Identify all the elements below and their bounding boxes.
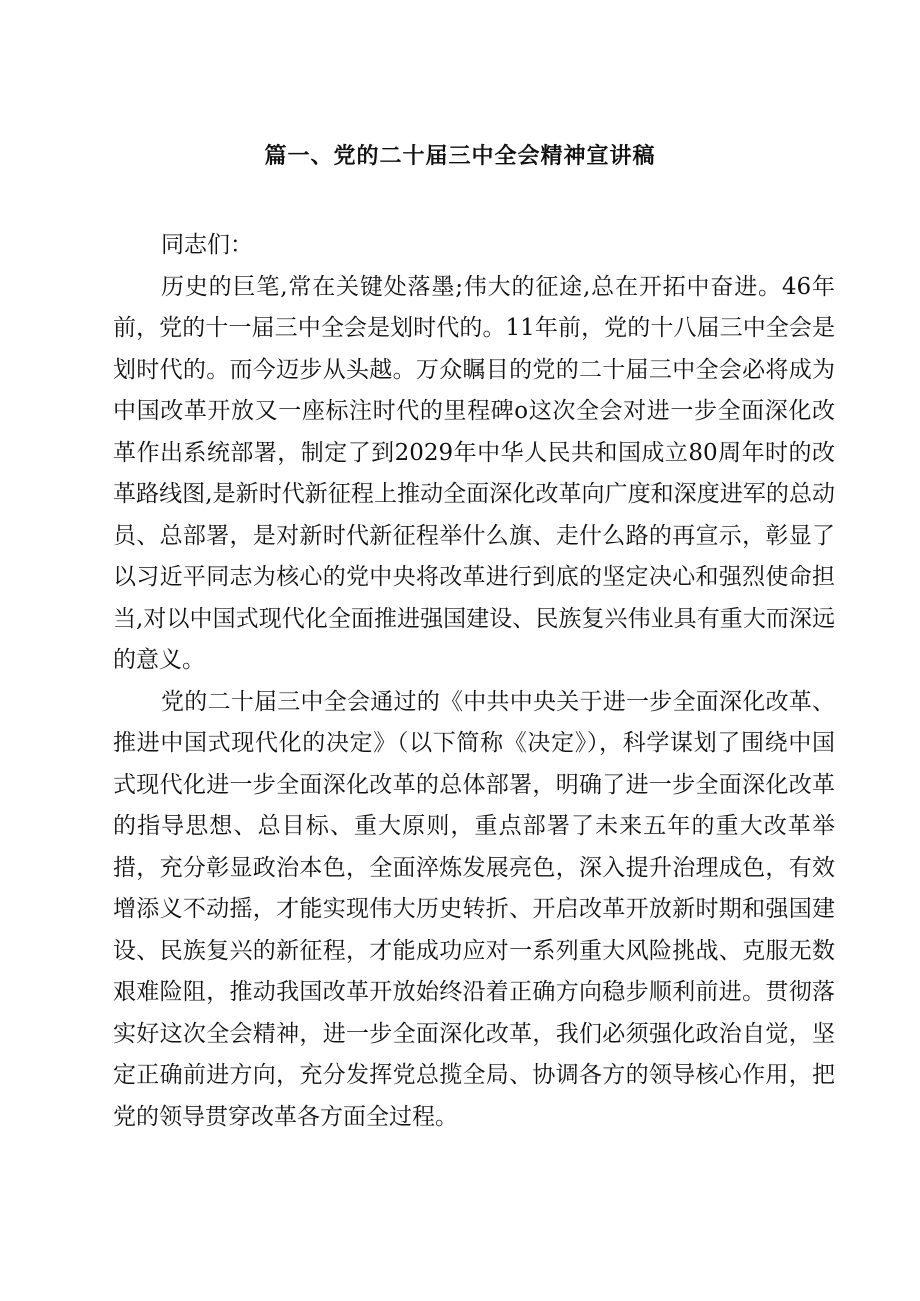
document-title: 篇一、党的二十届三中全会精神宣讲稿	[264, 143, 656, 169]
document-body	[113, 225, 835, 1138]
paragraph-1: 历史的巨笔,常在关键处落墨;伟大的征途,总在开拓中奋进。46年前，党的十一届三中全会是划时代的。11年前，党的十八届三中全会是划时代的。而今迈步从头越。万众瞩目的党的二十届三中全会必将成为中国改革开放又一座标注时代的里程碑o这次全会对进一步全面深化改革作出系统部署，制定了到2029年中华人民共和国成立80周年时的改革路线图,是新时代新征程上推动全面深化改革向广度和深度进军的总动员、总部署，是对新时代新征程举什么旗、走什么路的再宣示，彰显了以习近平同志为核心的党中央将改革进行到底的坚定决心和强烈使命担当,对以中国式现代化全面推进强国建设、民族复兴伟业具有重大而深远的意义。	[113, 273, 835, 673]
salutation: 同志们：	[161, 232, 253, 258]
paragraph-2: 党的二十届三中全会通过的《中共中央关于进一步全面深化改革、推进中国式现代化的决定》（以下简称《决定》），科学谋划了围绕中国式现代化进一步全面深化改革的总体部署，明确了进一步全面深化改革的指导思想、总目标、重大原则，重点部署了未来五年的重大改革举措，充分彰显政治本色，全面淬炼发展亮色，深入提升治理成色，有效增添义不动摇，才能实现伟大历史转折、开启改革开放新时期和强国建设、民族复兴的新征程，才能成功应对一系列重大风险挑战、克服无数艰难险阻，推动我国改革开放始终沿着正确方向稳步顺利前进。贯彻落实好这次全会精神，进一步全面深化改革，我们必须强化政治自觉，坚定正确前进方向，充分发挥党总揽全局、协调各方的领导核心作用，把党的领导贯穿改革各方面全过程。	[113, 688, 835, 1130]
